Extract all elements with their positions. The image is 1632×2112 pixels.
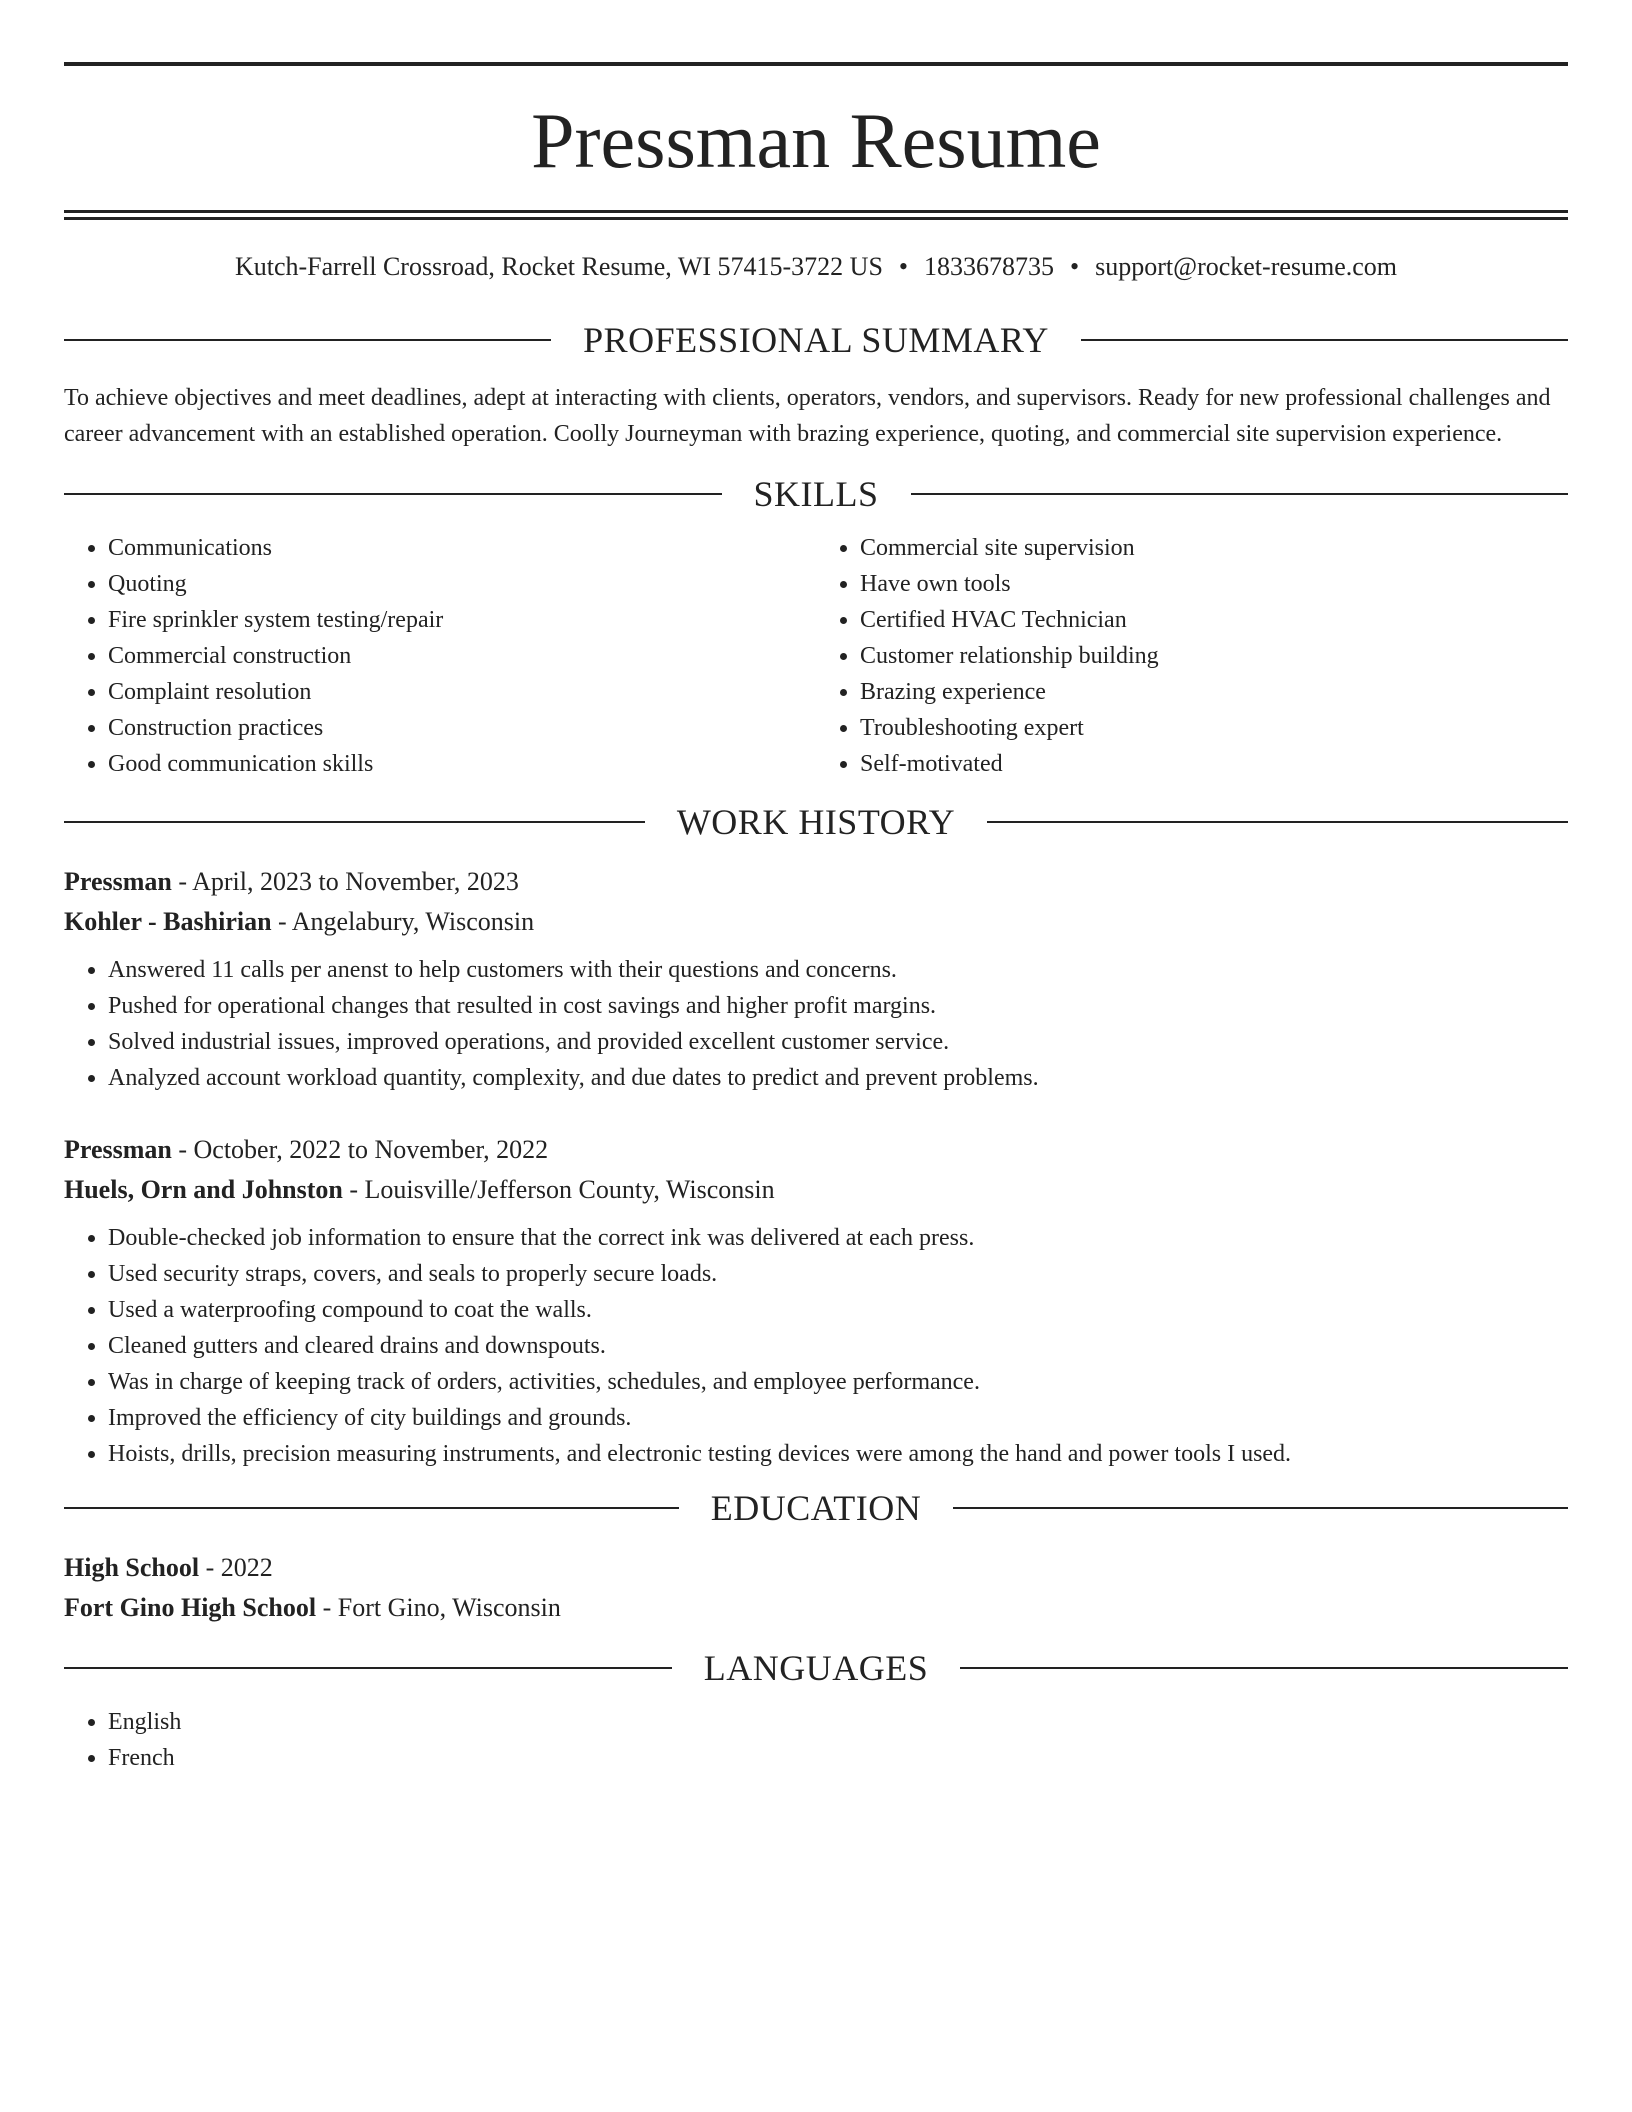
education-school-line xyxy=(64,1588,1568,1628)
education-location: - Fort Gino, Wisconsin xyxy=(316,1593,561,1622)
heading-rule xyxy=(64,493,722,495)
contact-separator: • xyxy=(1070,252,1080,281)
heading-rule xyxy=(911,493,1569,495)
contact-address: Kutch-Farrell Crossroad, Rocket Resume, WI 57415-3722 US xyxy=(234,252,883,281)
section-heading-languages xyxy=(64,1650,1568,1686)
contact-separator: • xyxy=(898,252,909,281)
section-title: SKILLS xyxy=(753,474,879,514)
section-title: LANGUAGES xyxy=(703,1648,929,1688)
job-entry xyxy=(64,862,1568,1096)
skill-item: • Commercial site supervision xyxy=(860,530,1568,566)
job-title-line xyxy=(64,862,1568,902)
job-company-line xyxy=(64,902,1568,942)
heading-rule xyxy=(64,339,551,341)
skill-item: • Commercial construction xyxy=(108,638,816,674)
section-title: WORK HISTORY xyxy=(676,802,956,842)
job-bullets xyxy=(64,1220,1568,1472)
section-heading-summary xyxy=(64,322,1568,358)
heading-rule xyxy=(64,821,645,823)
section-heading-skills xyxy=(64,476,1568,512)
contact-email: support@rocket-resume.com xyxy=(1095,252,1398,281)
section-title: PROFESSIONAL SUMMARY xyxy=(583,320,1049,360)
skill-item: • Good communication skills xyxy=(108,746,816,782)
job-bullet: • Cleaned gutters and cleared drains and downspouts. xyxy=(108,1328,1568,1364)
skills-columns xyxy=(64,530,1568,782)
job-dates: - April, 2023 to November, 2023 xyxy=(171,867,519,896)
job-bullet: • Answered 11 calls per anenst to help customers with their questions and concerns. xyxy=(108,952,1568,988)
job-bullet: • Was in charge of keeping track of orders, activities, schedules, and employee performance. xyxy=(108,1364,1568,1400)
skill-item: • Self-motivated xyxy=(860,746,1568,782)
section-heading-work xyxy=(64,804,1568,840)
heading-rule xyxy=(987,821,1568,823)
heading-rule xyxy=(960,1667,1568,1669)
job-bullet: • Analyzed account workload quantity, complexity, and due dates to predict and prevent problems. xyxy=(108,1060,1568,1096)
contact-phone: 1833678735 xyxy=(924,252,1055,281)
skill-item: • Communications xyxy=(108,530,816,566)
section-title: EDUCATION xyxy=(710,1488,922,1528)
language-item: • French xyxy=(108,1740,1568,1776)
education-year: - 2022 xyxy=(199,1553,273,1582)
job-location: - Angelabury, Wisconsin xyxy=(271,907,535,936)
job-role: Pressman xyxy=(64,1135,172,1164)
languages-block xyxy=(64,1704,1568,1776)
skill-item: • Complaint resolution xyxy=(108,674,816,710)
skill-item: • Have own tools xyxy=(860,566,1568,602)
education-school: Fort Gino High School xyxy=(64,1593,317,1622)
language-item: • English xyxy=(108,1704,1568,1740)
job-bullet: • Solved industrial issues, improved operations, and provided excellent customer service. xyxy=(108,1024,1568,1060)
languages-list xyxy=(64,1704,1568,1776)
job-dates: - October, 2022 to November, 2022 xyxy=(171,1135,549,1164)
section-heading-education xyxy=(64,1490,1568,1526)
summary-text: To achieve objectives and meet deadlines, adept at interacting with clients, operators, vendors, and supervisors. Ready for new professional challenges and career advancement with an established operation. Coolly Journeyman with brazing experience, quoting, and commercial site supervision experience. xyxy=(64,385,1551,447)
skill-item: • Brazing experience xyxy=(860,674,1568,710)
skills-list-right xyxy=(816,530,1568,782)
skill-item: • Quoting xyxy=(108,566,816,602)
education-degree-line xyxy=(64,1548,1568,1588)
resume-title: Pressman Resume xyxy=(531,97,1101,184)
education-entry xyxy=(64,1548,1568,1628)
skills-list-left xyxy=(64,530,816,782)
education-degree: High School xyxy=(64,1553,200,1582)
skill-item: • Troubleshooting expert xyxy=(860,710,1568,746)
skill-item: • Construction practices xyxy=(108,710,816,746)
title-double-rule xyxy=(64,210,1568,220)
skill-item: • Customer relationship building xyxy=(860,638,1568,674)
job-bullets xyxy=(64,952,1568,1096)
job-company: Kohler - Bashirian xyxy=(64,907,272,936)
job-entry xyxy=(64,1130,1568,1472)
job-title-line xyxy=(64,1130,1568,1170)
skill-item: • Certified HVAC Technician xyxy=(860,602,1568,638)
job-bullet: • Used security straps, covers, and seals to properly secure loads. xyxy=(108,1256,1568,1292)
job-bullet: • Improved the efficiency of city buildings and grounds. xyxy=(108,1400,1568,1436)
heading-rule xyxy=(953,1507,1568,1509)
heading-rule xyxy=(64,1667,672,1669)
job-bullet: • Hoists, drills, precision measuring instruments, and electronic testing devices were among the hand and power tools I used. xyxy=(108,1436,1568,1472)
heading-rule xyxy=(1081,339,1568,341)
job-company: Huels, Orn and Johnston xyxy=(64,1175,343,1204)
skill-item: • Fire sprinkler system testing/repair xyxy=(108,602,816,638)
job-bullet: • Pushed for operational changes that resulted in cost savings and higher profit margins. xyxy=(108,988,1568,1024)
job-location: - Louisville/Jefferson County, Wisconsin xyxy=(342,1175,775,1204)
heading-rule xyxy=(64,1507,679,1509)
contact-line xyxy=(64,252,1568,282)
job-bullet: • Double-checked job information to ensure that the correct ink was delivered at each press. xyxy=(108,1220,1568,1256)
job-company-line xyxy=(64,1170,1568,1210)
job-bullet: • Used a waterproofing compound to coat the walls. xyxy=(108,1292,1568,1328)
job-role: Pressman xyxy=(64,867,172,896)
